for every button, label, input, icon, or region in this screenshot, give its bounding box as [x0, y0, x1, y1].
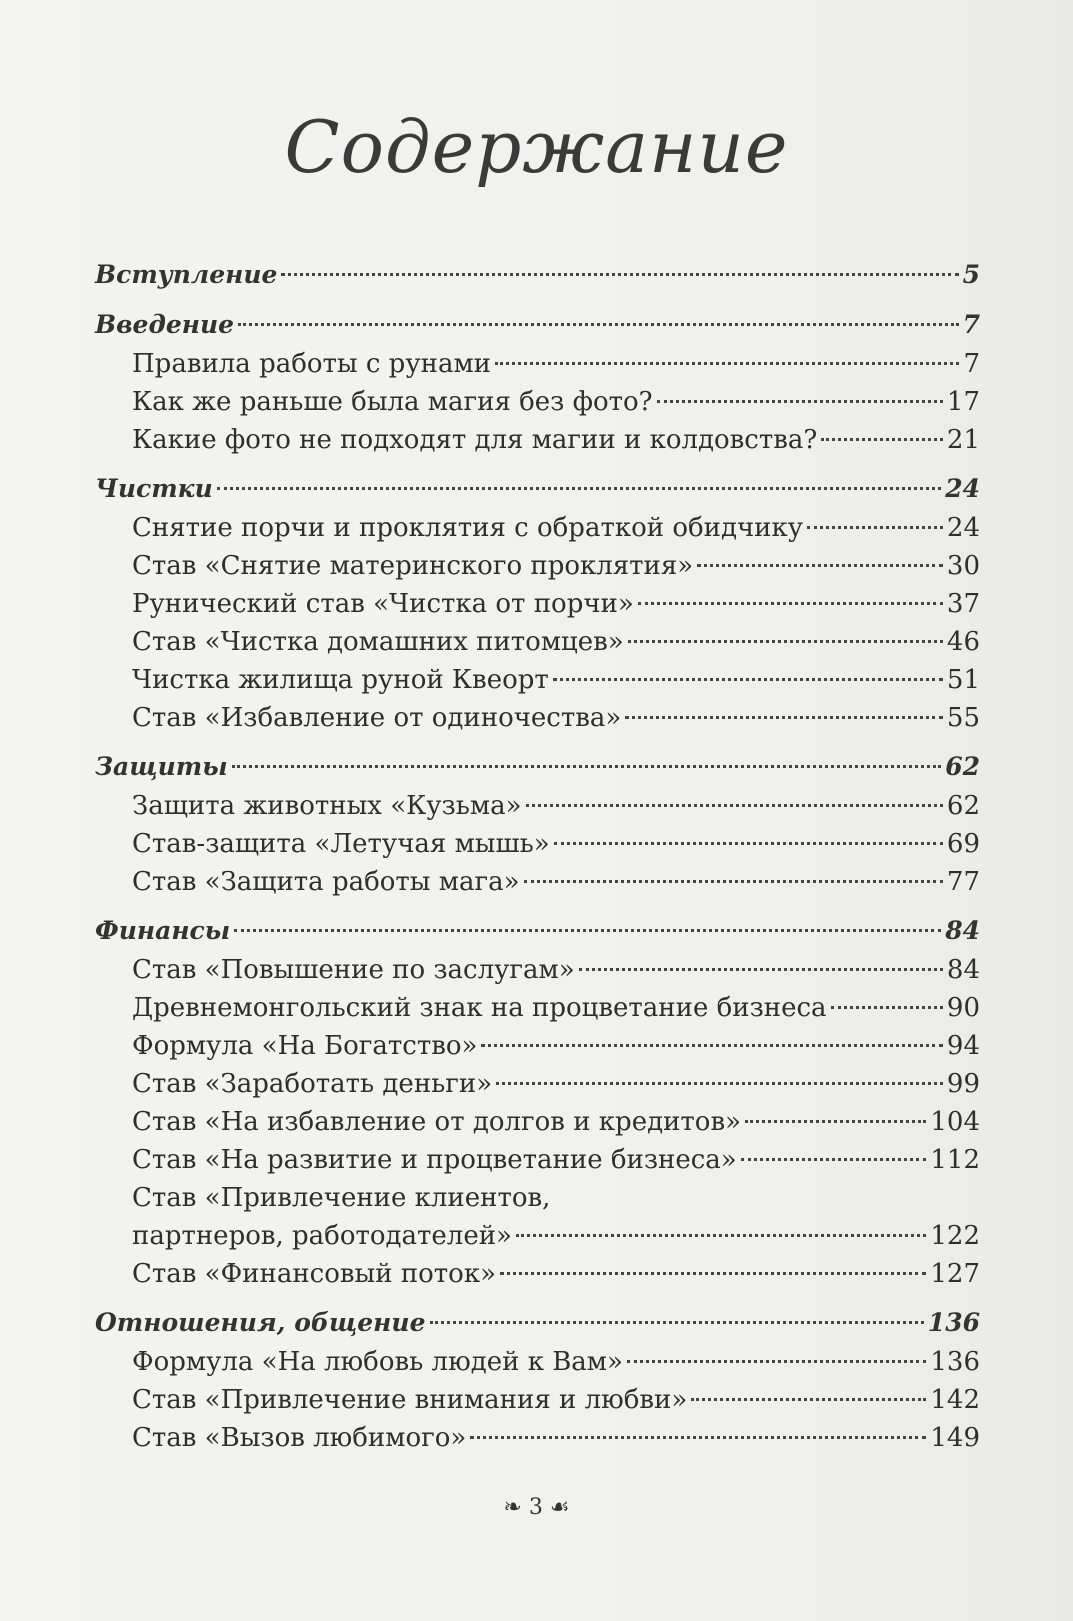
toc-dot-leader	[232, 765, 942, 768]
toc-dot-leader	[496, 1082, 943, 1085]
toc-dot-leader	[554, 842, 943, 845]
toc-entry-label: Став «Снятие материнского проклятия»	[132, 551, 694, 581]
toc-entry	[95, 661, 980, 699]
toc-dot-leader	[481, 1044, 942, 1047]
toc-entry-label: Став «Избавление от одиночества»	[132, 703, 622, 733]
toc-heading-label: Защиты	[95, 752, 228, 781]
toc-section-heading	[95, 255, 980, 295]
toc-section-heading	[95, 1303, 980, 1343]
toc-dot-leader	[470, 1436, 926, 1439]
toc-entry-label: Древнемонгольский знак на процветание бизнеса	[132, 993, 827, 1023]
footer-page-number: 3	[528, 1495, 543, 1520]
toc-dot-leader	[625, 716, 943, 719]
toc-section	[95, 305, 980, 459]
toc-section	[95, 747, 980, 901]
toc-dot-leader	[697, 564, 943, 567]
toc-section	[95, 469, 980, 737]
toc-entry	[95, 1141, 980, 1179]
toc-entry	[95, 383, 980, 421]
toc-heading-page: 5	[962, 260, 980, 289]
toc-entry	[95, 1027, 980, 1065]
toc-entry	[95, 1103, 980, 1141]
toc-dot-leader	[495, 362, 959, 365]
toc-section-heading	[95, 911, 980, 951]
toc-entry	[95, 509, 980, 547]
footer-ornament-left: ❧	[503, 1495, 522, 1520]
toc-dot-leader	[234, 929, 941, 932]
toc-dot-leader	[430, 1321, 924, 1324]
toc-entry-label: Став «Защита работы мага»	[132, 867, 520, 897]
toc-section-heading	[95, 305, 980, 345]
toc-entry-label: Формула «На Богатство»	[132, 1031, 478, 1061]
toc-entry-label: Став «Повышение по заслугам»	[132, 955, 575, 985]
toc-entry-page: 55	[946, 703, 980, 733]
toc-entry	[95, 1419, 980, 1457]
toc-entry	[95, 1065, 980, 1103]
toc-heading-page: 84	[945, 916, 980, 945]
toc-entry	[95, 345, 980, 383]
toc-section-heading	[95, 747, 980, 787]
toc-entry-label: Чистка жилища руной Квеорт	[132, 665, 549, 695]
toc-entry-label: Правила работы с рунами	[132, 349, 492, 379]
toc-section	[95, 911, 980, 1293]
toc-entry-page: 46	[946, 627, 980, 657]
toc-entry-page: 84	[946, 955, 980, 985]
toc-entry-label: Снятие порчи и проклятия с обраткой обидчику	[132, 513, 804, 543]
toc-entry-page: 62	[946, 791, 980, 821]
toc-entry-label: Став «Привлечение внимания и любви»	[132, 1385, 688, 1415]
toc-entry-label: Формула «На любовь людей к Вам»	[132, 1347, 623, 1377]
table-of-contents	[95, 255, 980, 1467]
toc-entry	[95, 421, 980, 459]
toc-entry-label: Став «Вызов любимого»	[132, 1423, 467, 1453]
toc-entry	[95, 699, 980, 737]
toc-entry-page: 94	[946, 1031, 980, 1061]
page-title: Содержание	[284, 105, 789, 189]
toc-heading-label: Финансы	[95, 916, 231, 945]
toc-dot-leader	[553, 678, 943, 681]
toc-dot-leader	[657, 400, 943, 403]
toc-entry-label: Как же раньше была магия без фото?	[132, 387, 653, 417]
toc-entry	[95, 547, 980, 585]
toc-dot-leader	[524, 880, 943, 883]
toc-entry	[95, 1343, 980, 1381]
toc-entry-page: 99	[946, 1069, 980, 1099]
page-footer	[0, 1495, 1073, 1520]
toc-entry-page: 142	[930, 1385, 980, 1415]
toc-entry-page: 24	[946, 513, 980, 543]
toc-entry-page: 127	[930, 1259, 980, 1289]
toc-entry-label: Став «Привлечение клиентов,	[132, 1183, 551, 1213]
toc-entry-label: Став «Заработать деньги»	[132, 1069, 493, 1099]
toc-dot-leader	[516, 1234, 926, 1237]
toc-entry-label: Став-защита «Летучая мышь»	[132, 829, 550, 859]
toc-heading-page: 7	[962, 310, 980, 339]
toc-entry-label: Какие фото не подходят для магии и колдовства?	[132, 425, 818, 455]
toc-entry-label: Став «На избавление от долгов и кредитов»	[132, 1107, 741, 1137]
toc-entry-page: 21	[946, 425, 980, 455]
toc-entry-page: 90	[946, 993, 980, 1023]
toc-dot-leader	[807, 526, 943, 529]
toc-entry-page: 17	[946, 387, 980, 417]
toc-entry	[95, 863, 980, 901]
toc-heading-page: 136	[927, 1308, 980, 1337]
toc-dot-leader	[745, 1120, 926, 1123]
toc-entry-page: 149	[930, 1423, 980, 1453]
toc-heading-label: Отношения, общение	[95, 1308, 426, 1337]
toc-entry-page: 77	[946, 867, 980, 897]
toc-section-heading	[95, 469, 980, 509]
toc-entry-label: Став «Финансовый поток»	[132, 1259, 496, 1289]
toc-entry-page: 7	[963, 349, 980, 379]
toc-entry-label: Защита животных «Кузьма»	[132, 791, 522, 821]
toc-entry	[95, 1381, 980, 1419]
toc-entry	[95, 825, 980, 863]
toc-dot-leader	[821, 438, 943, 441]
toc-dot-leader	[691, 1398, 926, 1401]
toc-section	[95, 255, 980, 295]
toc-entry-page: 30	[946, 551, 980, 581]
toc-entry-label: Став «Чистка домашних питомцев»	[132, 627, 624, 657]
toc-entry	[95, 1179, 980, 1255]
toc-dot-leader	[579, 968, 943, 971]
toc-dot-leader	[638, 602, 943, 605]
toc-dot-leader	[831, 1006, 943, 1009]
toc-dot-leader	[281, 273, 958, 276]
toc-entry-page: 112	[930, 1145, 980, 1175]
toc-section	[95, 1303, 980, 1457]
toc-entry-label-continued: партнеров, работодателей»	[132, 1221, 512, 1251]
toc-heading-page: 24	[945, 474, 980, 503]
toc-dot-leader	[500, 1272, 926, 1275]
toc-heading-label: Введение	[95, 310, 235, 339]
toc-dot-leader	[217, 487, 941, 490]
toc-dot-leader	[628, 640, 943, 643]
toc-entry	[95, 989, 980, 1027]
toc-entry	[95, 623, 980, 661]
toc-entry	[95, 1255, 980, 1293]
toc-entry-page: 122	[930, 1221, 980, 1251]
toc-entry-page: 37	[946, 589, 980, 619]
toc-dot-leader	[741, 1158, 927, 1161]
footer-ornament-right: ☙	[549, 1495, 570, 1520]
toc-entry-label: Рунический став «Чистка от порчи»	[132, 589, 634, 619]
toc-entry	[95, 787, 980, 825]
toc-entry	[95, 951, 980, 989]
toc-dot-leader	[526, 804, 943, 807]
toc-entry-page: 136	[930, 1347, 980, 1377]
toc-entry-label: Став «На развитие и процветание бизнеса»	[132, 1145, 737, 1175]
toc-dot-leader	[238, 323, 959, 326]
toc-entry-page: 69	[946, 829, 980, 859]
toc-heading-label: Вступление	[95, 260, 278, 289]
toc-heading-label: Чистки	[95, 474, 213, 503]
toc-entry-page: 51	[946, 665, 980, 695]
toc-entry	[95, 585, 980, 623]
toc-entry-page: 104	[930, 1107, 980, 1137]
toc-dot-leader	[627, 1360, 926, 1363]
toc-heading-page: 62	[945, 752, 980, 781]
